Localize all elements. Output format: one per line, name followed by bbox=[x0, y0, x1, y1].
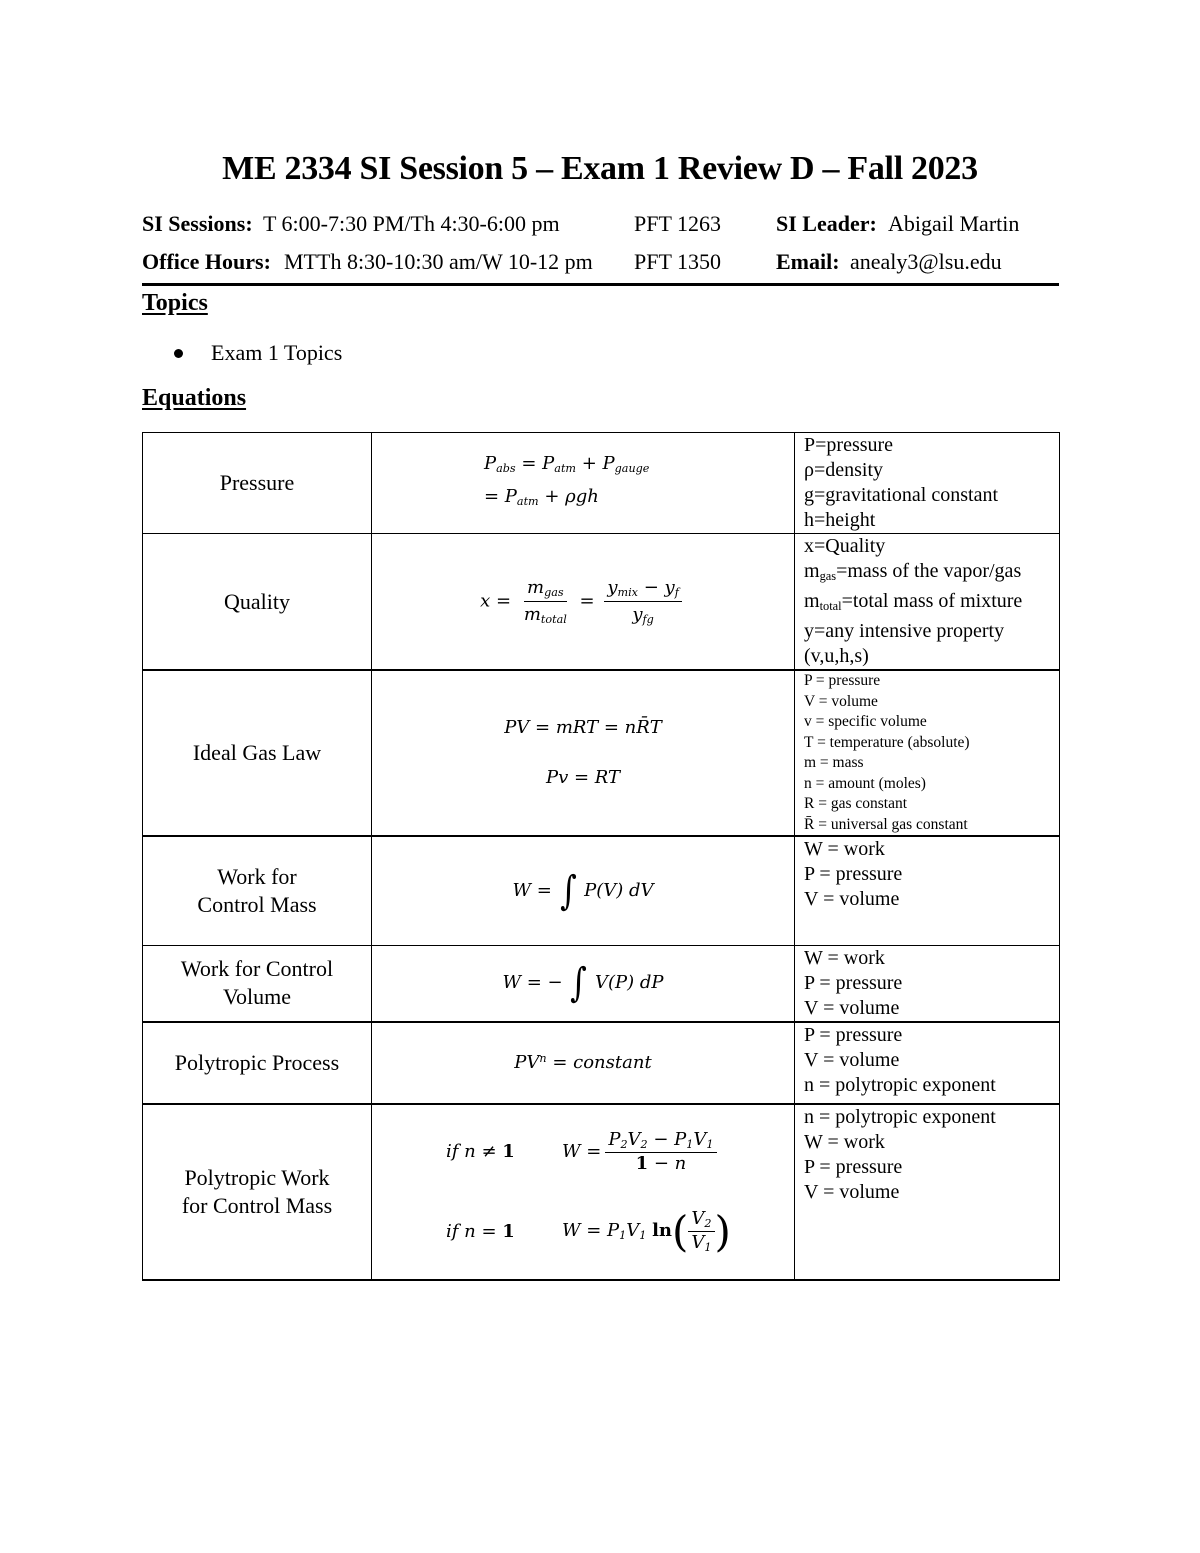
office-room: PFT 1350 bbox=[634, 249, 722, 274]
table-row bbox=[143, 534, 1060, 671]
email-value: anealy3@lsu.edu bbox=[850, 249, 1002, 274]
polytropic-work-equation: if n ≠ 1 W = $\frac{P_2V_2 - P_1V_1}{1 - n}$ if n = 1 $W = P_1V_1$ ln ( $\frac{V_2}{V_1}$ ) bbox=[372, 1104, 795, 1280]
work-control-volume-equation: W = − ∫ V(P) dP bbox=[372, 945, 795, 1022]
variable-list bbox=[795, 433, 1060, 534]
variable-item: v = specific volume bbox=[804, 713, 927, 731]
variable-item: V = volume bbox=[804, 996, 900, 1019]
variable-item: W = work bbox=[804, 946, 885, 969]
table-row bbox=[143, 1104, 1060, 1280]
office-value: MTTh 8:30-10:30 am/W 10-12 pm bbox=[284, 249, 593, 274]
row-name: Work for Control Mass bbox=[143, 836, 372, 945]
leader-value: Abigail Martin bbox=[888, 211, 1020, 236]
quality-equation: x = $\frac{m_{gas}}{m_{total}}$ = $\frac{y_{mix} - y_f}{y_{fg}}$ bbox=[372, 534, 795, 671]
variable-list bbox=[795, 1104, 1060, 1280]
variable-item: P=pressure bbox=[804, 434, 894, 456]
table-row bbox=[143, 836, 1060, 945]
variable-list bbox=[795, 836, 1060, 945]
variable-item: W = work bbox=[804, 838, 885, 861]
variable-item: R̄ = universal gas constant bbox=[804, 815, 968, 833]
row-name: Polytropic Process bbox=[143, 1022, 372, 1104]
pressure-equation: $P_{abs} = P_{atm} + P_{gauge}$ = $P_{atm} + \rho gh$ bbox=[372, 433, 795, 534]
topics-heading: Topics bbox=[142, 290, 208, 316]
variable-item: g=gravitational constant bbox=[804, 484, 999, 506]
sessions-value: T 6:00-7:30 PM/Th 4:30-6:00 pm bbox=[263, 211, 560, 236]
table-row bbox=[143, 670, 1060, 836]
office-label: Office Hours: bbox=[142, 249, 271, 274]
email-label: Email: bbox=[776, 249, 840, 274]
sessions-room: PFT 1263 bbox=[634, 211, 722, 236]
variable-list bbox=[795, 945, 1060, 1022]
ideal-gas-equation: PV = mRT = nR̄T Pv = RT bbox=[372, 670, 795, 836]
variable-list bbox=[795, 670, 1060, 836]
variable-item: P = pressure bbox=[804, 1155, 903, 1178]
work-control-mass-equation: W = ∫ P(V) dV bbox=[372, 836, 795, 945]
variable-item: W = work bbox=[804, 1130, 885, 1153]
variable-item: (v,u,h,s) bbox=[804, 645, 869, 668]
leader-label: SI Leader: bbox=[776, 211, 877, 236]
variable-item: x=Quality bbox=[804, 535, 886, 557]
table-row bbox=[143, 945, 1060, 1022]
variable-item: V = volume bbox=[804, 1048, 900, 1071]
variable-item: n = polytropic exponent bbox=[804, 1105, 996, 1128]
variable-item: P = pressure bbox=[804, 1023, 903, 1046]
equations-table bbox=[142, 432, 1060, 1281]
variable-item: R = gas constant bbox=[804, 795, 908, 813]
equations-heading: Equations bbox=[142, 385, 247, 411]
variable-list bbox=[795, 534, 1060, 671]
row-name: Ideal Gas Law bbox=[143, 670, 372, 836]
variable-item: V = volume bbox=[804, 1180, 900, 1203]
variable-item: P = pressure bbox=[804, 672, 881, 690]
variable-item: $m_{total}=total$ mass of mixture bbox=[804, 590, 1023, 614]
row-name: Work for Control Volume bbox=[143, 945, 372, 1022]
page-title: ME 2334 SI Session 5 – Exam 1 Review D – Fall 2023 bbox=[222, 150, 978, 187]
variable-item: V = volume bbox=[804, 888, 900, 911]
variable-item: h=height bbox=[804, 509, 876, 531]
variable-item: m = mass bbox=[804, 754, 864, 772]
row-name: Polytropic Work for Control Mass bbox=[143, 1104, 372, 1280]
variable-item: V = volume bbox=[804, 692, 878, 710]
table-row bbox=[143, 1022, 1060, 1104]
row-name: Quality bbox=[143, 534, 372, 671]
variable-item: y=any intensive property bbox=[804, 620, 1005, 643]
variable-item: n = amount (moles) bbox=[804, 774, 926, 792]
variable-item: ρ=density bbox=[804, 459, 884, 481]
topic-item-text: Exam 1 Topics bbox=[211, 340, 343, 365]
variable-item: n = polytropic exponent bbox=[804, 1073, 996, 1096]
header-divider bbox=[142, 283, 1059, 286]
polytropic-process-equation: $PV^n$ = constant bbox=[372, 1022, 795, 1104]
sessions-label: SI Sessions: bbox=[142, 211, 253, 236]
row-name: Pressure bbox=[143, 433, 372, 534]
table-row bbox=[143, 433, 1060, 534]
variable-item: T = temperature (absolute) bbox=[804, 733, 970, 751]
bullet-icon bbox=[174, 349, 183, 358]
variable-item: P = pressure bbox=[804, 971, 903, 994]
variable-item: $m_{gas}=mass$ of the vapor/gas bbox=[804, 560, 1022, 584]
variable-item: P = pressure bbox=[804, 863, 903, 886]
variable-list bbox=[795, 1022, 1060, 1104]
